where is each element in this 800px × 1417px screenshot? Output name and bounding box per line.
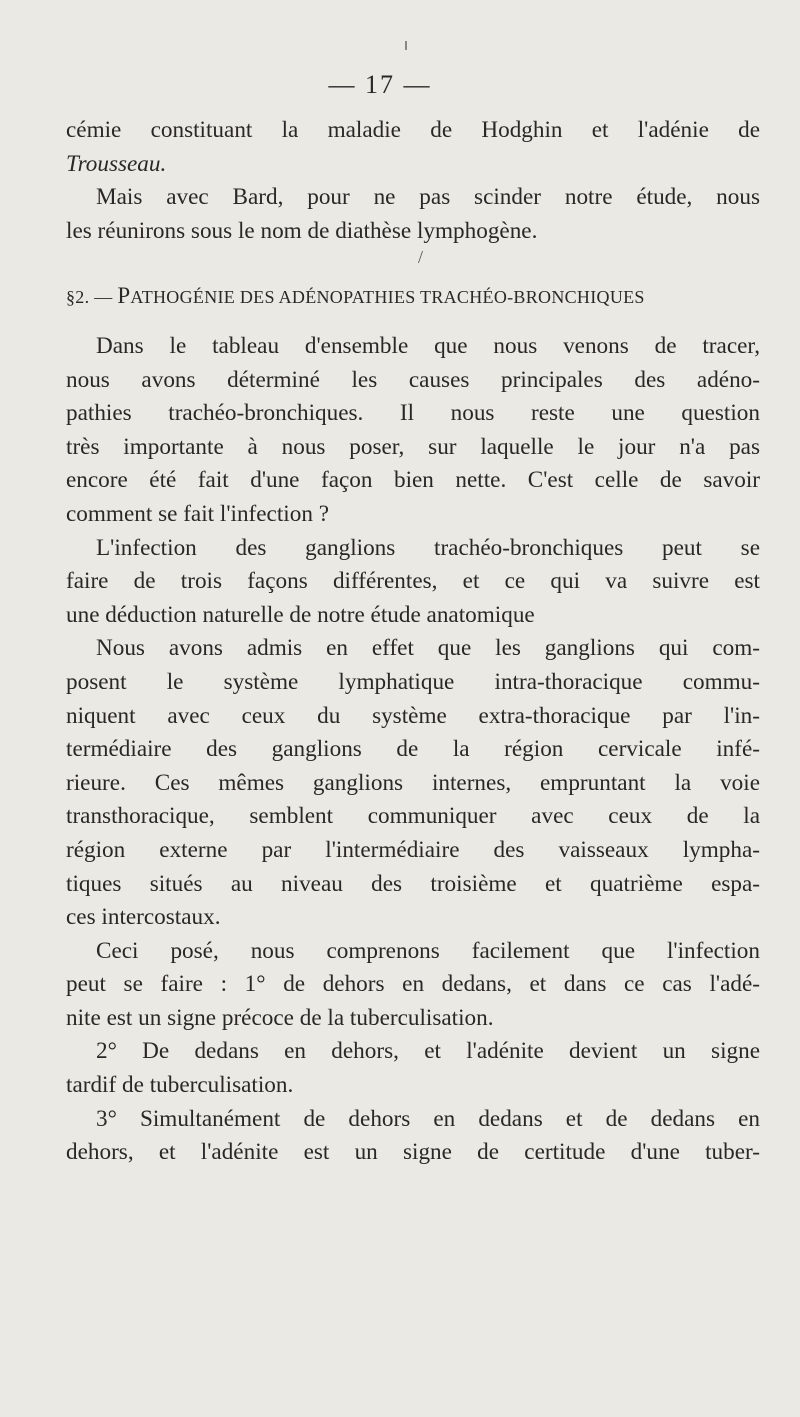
text-line: nite est un signe précoce de la tuberculisation. (66, 1004, 494, 1031)
text-line: 2° De dedans en dehors, et l'adénite devient un signe (96, 1038, 760, 1065)
text-line: nous avons déterminé les causes principales des adéno- (66, 366, 760, 393)
text-line: niquent avec ceux du système extra-thoracique par l'in- (66, 702, 760, 729)
text-line: faire de trois façons différentes, et ce qui va suivre est (66, 568, 760, 595)
text-line: très importante à nous poser, sur laquelle le jour n'a pas (66, 433, 760, 460)
text-line: ces intercostaux. (66, 904, 221, 931)
text-line: rieure. Ces mêmes ganglions internes, empruntant la voie (66, 769, 760, 796)
text-line: cémie constituant la maladie de Hodghin et l'adénie de (66, 117, 760, 143)
text-line: dehors, et l'adénite est un signe de certitude d'une tuber- (66, 1139, 760, 1166)
text-line: posent le système lymphatique intra-thoracique commu- (66, 668, 760, 695)
text-line: une déduction naturelle de notre étude anatomique (66, 601, 535, 628)
text-line: peut se faire : 1° de dehors en dedans, et dans ce cas l'adé- (66, 971, 760, 998)
text-line: Nous avons admis en effet que les ganglions qui com- (96, 635, 760, 662)
text-line: comment se fait l'infection ? (66, 500, 330, 527)
text-line: tiques situés au niveau des troisième et quatrième espa- (66, 870, 760, 897)
stray-mark: / (418, 247, 424, 267)
heading-initial: P (117, 283, 131, 308)
text-line: tardif de tuberculisation. (66, 1072, 294, 1099)
text-line: les réunirons sous le nom de diathèse lymphogène. (66, 217, 538, 244)
text-line: 3° Simultanément de dehors en dedans et de dedans en (96, 1105, 760, 1132)
text-line: termédiaire des ganglions de la région cervicale infé- (66, 736, 760, 763)
text-line: Dans le tableau d'ensemble que nous venons de tracer, (96, 333, 760, 359)
text-line: pathies trachéo-bronchiques. Il nous reste une question (66, 400, 760, 427)
text-line: région externe par l'intermédiaire des vaisseaux lympha- (66, 836, 760, 863)
paper-mark (405, 41, 407, 50)
text-line: Trousseau. (66, 150, 167, 177)
text-line: transthoracique, semblent communiquer avec ceux de la (66, 803, 760, 830)
section-number: §2. — (66, 287, 118, 307)
page-number: — 17 — (328, 70, 432, 99)
text-line: Ceci posé, nous comprenons facilement que l'infection (96, 937, 760, 964)
section-heading (66, 283, 760, 309)
text-line: encore été fait d'une façon bien nette. C'est celle de savoir (66, 467, 760, 494)
heading-text: ATHOGÉNIE DES ADÉNOPATHIES TRACHÉO-BRONCHIQUES (130, 287, 645, 307)
paragraph-intro (66, 114, 760, 248)
body-text (66, 330, 760, 1170)
text-line: Mais avec Bard, pour ne pas scinder notre étude, nous (96, 184, 760, 211)
text-line: L'infection des ganglions trachéo-bronchiques peut se (96, 534, 760, 561)
